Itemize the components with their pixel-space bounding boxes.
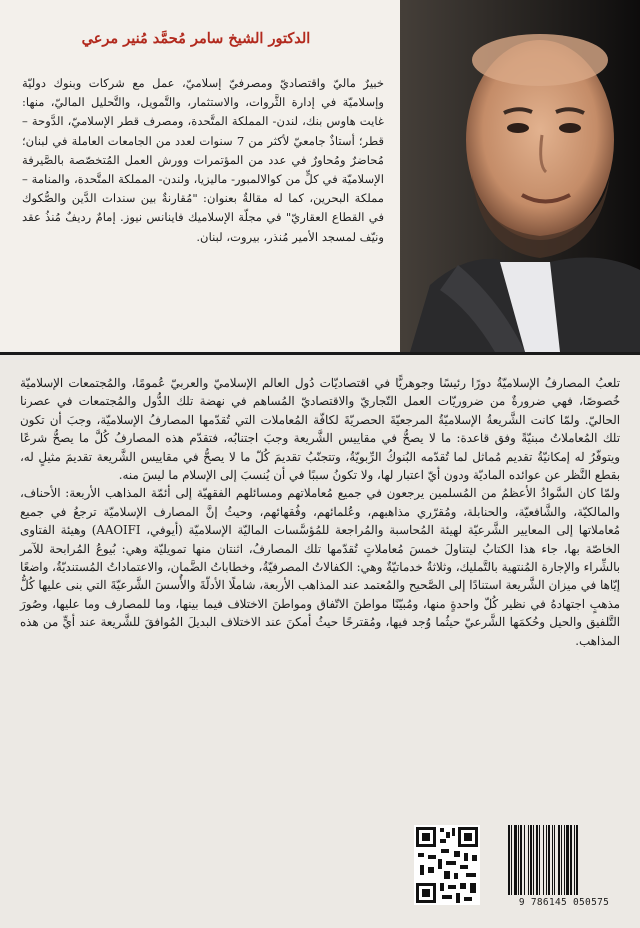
qr-code-icon bbox=[414, 825, 480, 905]
barcode-bars bbox=[508, 825, 620, 895]
isbn-barcode bbox=[508, 825, 620, 913]
author-bio bbox=[22, 74, 384, 247]
section-divider bbox=[0, 352, 640, 355]
author-portrait-image bbox=[400, 0, 640, 352]
barcode-stripe bbox=[578, 825, 579, 895]
isbn-number: 9 786145 050575 bbox=[518, 897, 610, 908]
author-title: الدكتور الشيخ سامر مُحمَّد مُنير مرعي bbox=[81, 30, 311, 47]
description-paragraph-1: تلعبُ المصارفُ الإسلاميّةُ دورًا رئيسًا وجوهريًّا في اقتصاديّات دُول العالم الإسلاميّ والعربيّ عُمومًا، والمُجتمعات الإسلاميّة خُصوصًا، فهي ضرورةٌ من ضروريّات العمل التّجاريّ والاقتصاديّ المُساهم في نهضة تلك الدُّول والمُجتمعات في عصرنا الحاليّ. ولمّا كانت الشَّريعةُ الإسلاميّةُ المرجعيّةَ الحصريّةَ لكافّة المُعاملات التي تُقدّمها المصارفُ الإسلاميّة، وجبَ أن تكون تلك المُعاملاتُ مبنيّةً وفق قاعدة: ما لا يصحُّ في مقاييس الشَّريعة وجبَ اجتنابُه، فتقدّم هذه المصارفُ كُلَّ ما يصحُّ شرعًا ويتوفّرُ له إمكانيّةُ تقديم مُماثل لما تُقدّمه البُنوكُ الرِّبويّةُ، وتتجنّبُ تقديمَ كُلّ ما لا يصحُّ في مقاييس الشَّريعة تقديمَ مثيلٍ له، بقطع النَّظر عن عوائده الماديّة ودون أيّ اعتبار لها، ولا تكونُ سببًا في أن يُنسبَ إلى الإسلام ما ليسَ منه. bbox=[20, 376, 620, 483]
author-photo bbox=[400, 0, 640, 352]
book-description bbox=[20, 374, 620, 650]
description-paragraph-2: ولمّا كان السَّوادُ الأعظمُ من المُسلمين يرجعون في جميع مُعاملاتهم ومسائلهم الفقهيّة إلى أئمّة المذاهب الأربعة: الأحناف، والمالكيّة، والشَّافعيّة، والحنابلة، ومُقرّري مذاهبهم، وعُلمائهم، وفُقهائهم، وحيثُ إنَّ المصارف الإسلاميّة ترجعُ في جميع مُعاملاتها إلى المعايير الشَّرعيّة لهيئة المُحاسبة والمُراجعة للمُؤسَّسات الماليّة الإسلاميّة (أيوفي، AAOIFI) وهيئة الفتاوى الخاصّة بها، جاء هذا الكتابُ ليتناولَ خمسَ مُعاملاتٍ تُقدّمها تلك المصارفُ، اثنتان منها تمويليّة وهي: بُيوعُ المُرابحة للآمر بالشِّراء والإجارة المُنتهية بالتَّمليك، وثلاثةٌ خدماتيّةٌ وهي: الكفالاتُ المصرفيّةُ، وخطاباتُ الضَّمان، والاعتماداتُ المُستنديّةُ، واضعًا إيّاها في ميزان الشَّريعة استنادًا إلى الصَّحيح والمُعتمد عند المذاهب الأربعة، شاملًا الأدلّةَ والأُسسَ الشَّرعيّةَ التي بنى عليها كُلُّ مذهبٍ اجتهادهُ في نظير كُلّ واحدةٍ منها، ومُبيّنًا مواطنَ الاتّفاق ومواطنَ الاختلاف فيما بينها، وما للمصارف وما عليها، وصُورَ التَّلفيق والحيل وحُكمَها الشَّرعيّ حيثُما وُجد فيها، ومُقترحًا حيثُ أمكنَ عند الاختلاف البديلَ المُوافقَ للشَّريعة عند أيٍّ من هذه المذاهب. bbox=[19, 486, 621, 648]
author-bio-text: خبيرٌ ماليّ واقتصاديّ ومصرفيّ إسلاميّ، عمل مع شركات وبنوك دوليّة وإسلاميّة في إدارة الثَّروات، والاستثمار، والتَّمويل، والتَّحليل الماليّ، منها: غايت هاوس بنك، لندن- المملكة المتَّحدة، ومصرف قطر الإسلاميّ، الدَّوحة – قطر؛ أستاذٌ جامعيّ لأكثر من 7 سنوات لعدد من الجامعات العاملة في لبنان؛ مُحاضرٌ ومُحاورٌ في عدد من المؤتمرات وورش العمل المُتخصّصة بالصَّيرفة الإسلاميّة في كلٍّ من كوالالمبور- ماليزيا، ولندن- المملكة المتَّحدة، والمنامة – مملكة البحرين، كما له مقالةٌ بعنوان: "مُقارنةٌ بين سندات الدَّين والصُّكوك في القطاع العقاريّ" في مجلّة الإسلاميك فاينانس نيوز. إمامٌ رديفٌ مُنذُ عقد ونيّف لمسجد الأمير مُنذر، بيروت، لبنان. bbox=[22, 76, 385, 244]
author-section bbox=[0, 0, 640, 352]
